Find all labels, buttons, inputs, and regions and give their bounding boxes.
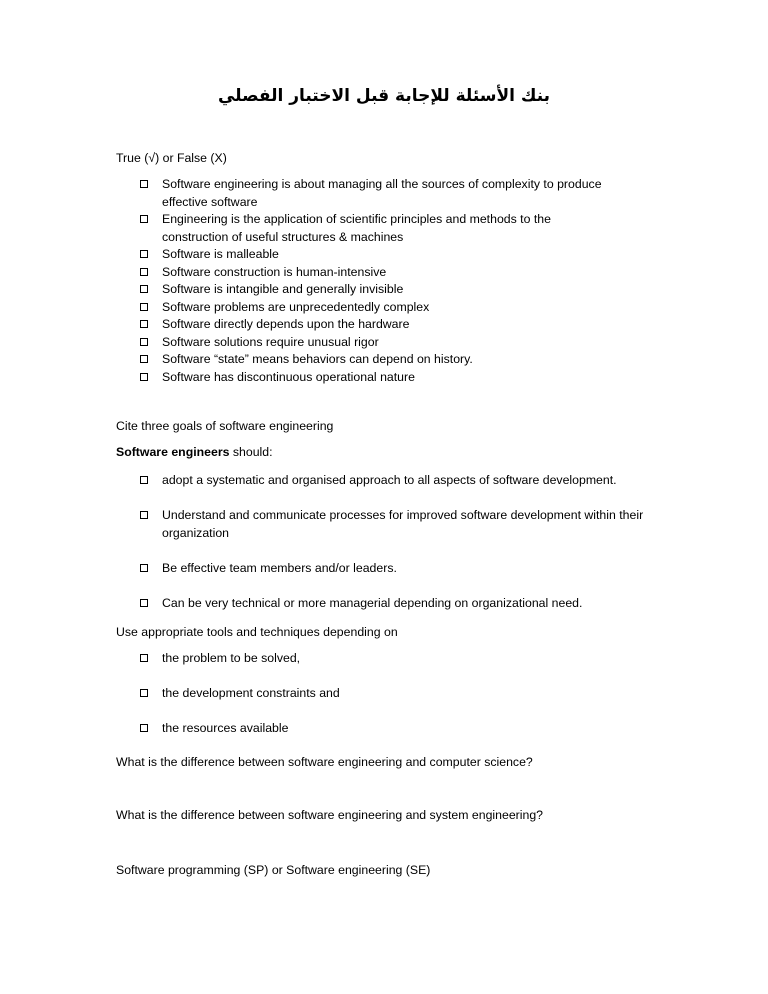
checkbox-icon[interactable]: [140, 599, 148, 607]
checkbox-icon[interactable]: [140, 564, 148, 572]
list-item: [138, 595, 658, 613]
list-item-text: adopt a systematic and organised approach to all aspects of software development.: [162, 473, 617, 487]
checkbox-icon[interactable]: [140, 511, 148, 519]
goals-lead-bold: Software engineers: [116, 445, 230, 459]
checkbox-icon[interactable]: [140, 355, 148, 363]
list-item-text: Software is intangible and generally invisible: [162, 282, 404, 296]
checkbox-icon[interactable]: [140, 180, 148, 188]
list-item: [138, 281, 658, 299]
list-item-text: Software solutions require unusual rigor: [162, 334, 379, 349]
list-item-text: the development constraints and: [162, 686, 340, 700]
checkbox-icon[interactable]: [140, 654, 148, 662]
list-item-text: Software problems are unprecedentedly complex: [162, 299, 430, 314]
goals-lead: [116, 444, 273, 460]
goals-heading: Cite three goals of software engineering: [116, 419, 334, 433]
list-item: [138, 685, 658, 703]
list-item-text: Software has discontinuous operational nature: [162, 369, 415, 384]
list-item: [138, 472, 658, 490]
list-item-text: Software is malleable: [162, 247, 279, 261]
list-item: [138, 507, 672, 542]
true-false-heading: True (√) or False (X): [116, 151, 227, 165]
list-item-text: Software directly depends upon the hardware: [162, 317, 410, 331]
question-2: What is the difference between software engineering and system engineering?: [116, 808, 544, 822]
list-item: [138, 369, 658, 387]
list-item-text: the problem to be solved,: [162, 651, 301, 665]
list-item-text: Software construction is human-intensive: [162, 264, 387, 279]
list-item: [138, 334, 658, 352]
question-1: What is the difference between software engineering and computer science?: [116, 755, 533, 769]
checkbox-icon[interactable]: [140, 303, 148, 311]
tools-heading: Use appropriate tools and techniques depending on: [116, 625, 398, 639]
checkbox-icon[interactable]: [140, 689, 148, 697]
list-item: [138, 299, 658, 317]
list-item: [138, 560, 658, 578]
list-item: [138, 351, 658, 369]
goals-list: [138, 472, 658, 630]
tools-list: [138, 650, 658, 755]
checkbox-icon[interactable]: [140, 268, 148, 276]
checkbox-icon[interactable]: [140, 373, 148, 381]
list-item: [138, 264, 658, 282]
checkbox-icon[interactable]: [140, 320, 148, 328]
goals-lead-rest: should:: [229, 445, 273, 459]
list-item-text: Can be very technical or more managerial depending on organizational need.: [162, 595, 583, 610]
list-item: [138, 316, 658, 334]
list-item: [138, 720, 658, 738]
checkbox-icon[interactable]: [140, 285, 148, 293]
list-item: [138, 211, 582, 246]
list-item-text: Engineering is the application of scientific principles and methods to the construction of useful structures & machines: [162, 212, 551, 244]
list-item-text: Understand and communicate processes for improved software development within their organization: [162, 508, 644, 540]
page-title: بنك الأسئلة للإجابة قبل الاختبار الفصلي: [217, 86, 551, 106]
checkbox-icon[interactable]: [140, 476, 148, 484]
list-item-text: Software “state” means behaviors can depend on history.: [162, 352, 473, 366]
list-item: [138, 176, 632, 211]
question-3: Software programming (SP) or Software engineering (SE): [116, 863, 431, 877]
true-false-list: [138, 176, 658, 386]
list-item: [138, 246, 658, 264]
list-item-text: the resources available: [162, 721, 289, 735]
checkbox-icon[interactable]: [140, 724, 148, 732]
list-item-text: Software engineering is about managing all the sources of complexity to produce effective software: [162, 177, 602, 209]
checkbox-icon[interactable]: [140, 215, 148, 223]
checkbox-icon[interactable]: [140, 338, 148, 346]
list-item-text: Be effective team members and/or leaders.: [162, 560, 397, 575]
checkbox-icon[interactable]: [140, 250, 148, 258]
list-item: [138, 650, 658, 668]
